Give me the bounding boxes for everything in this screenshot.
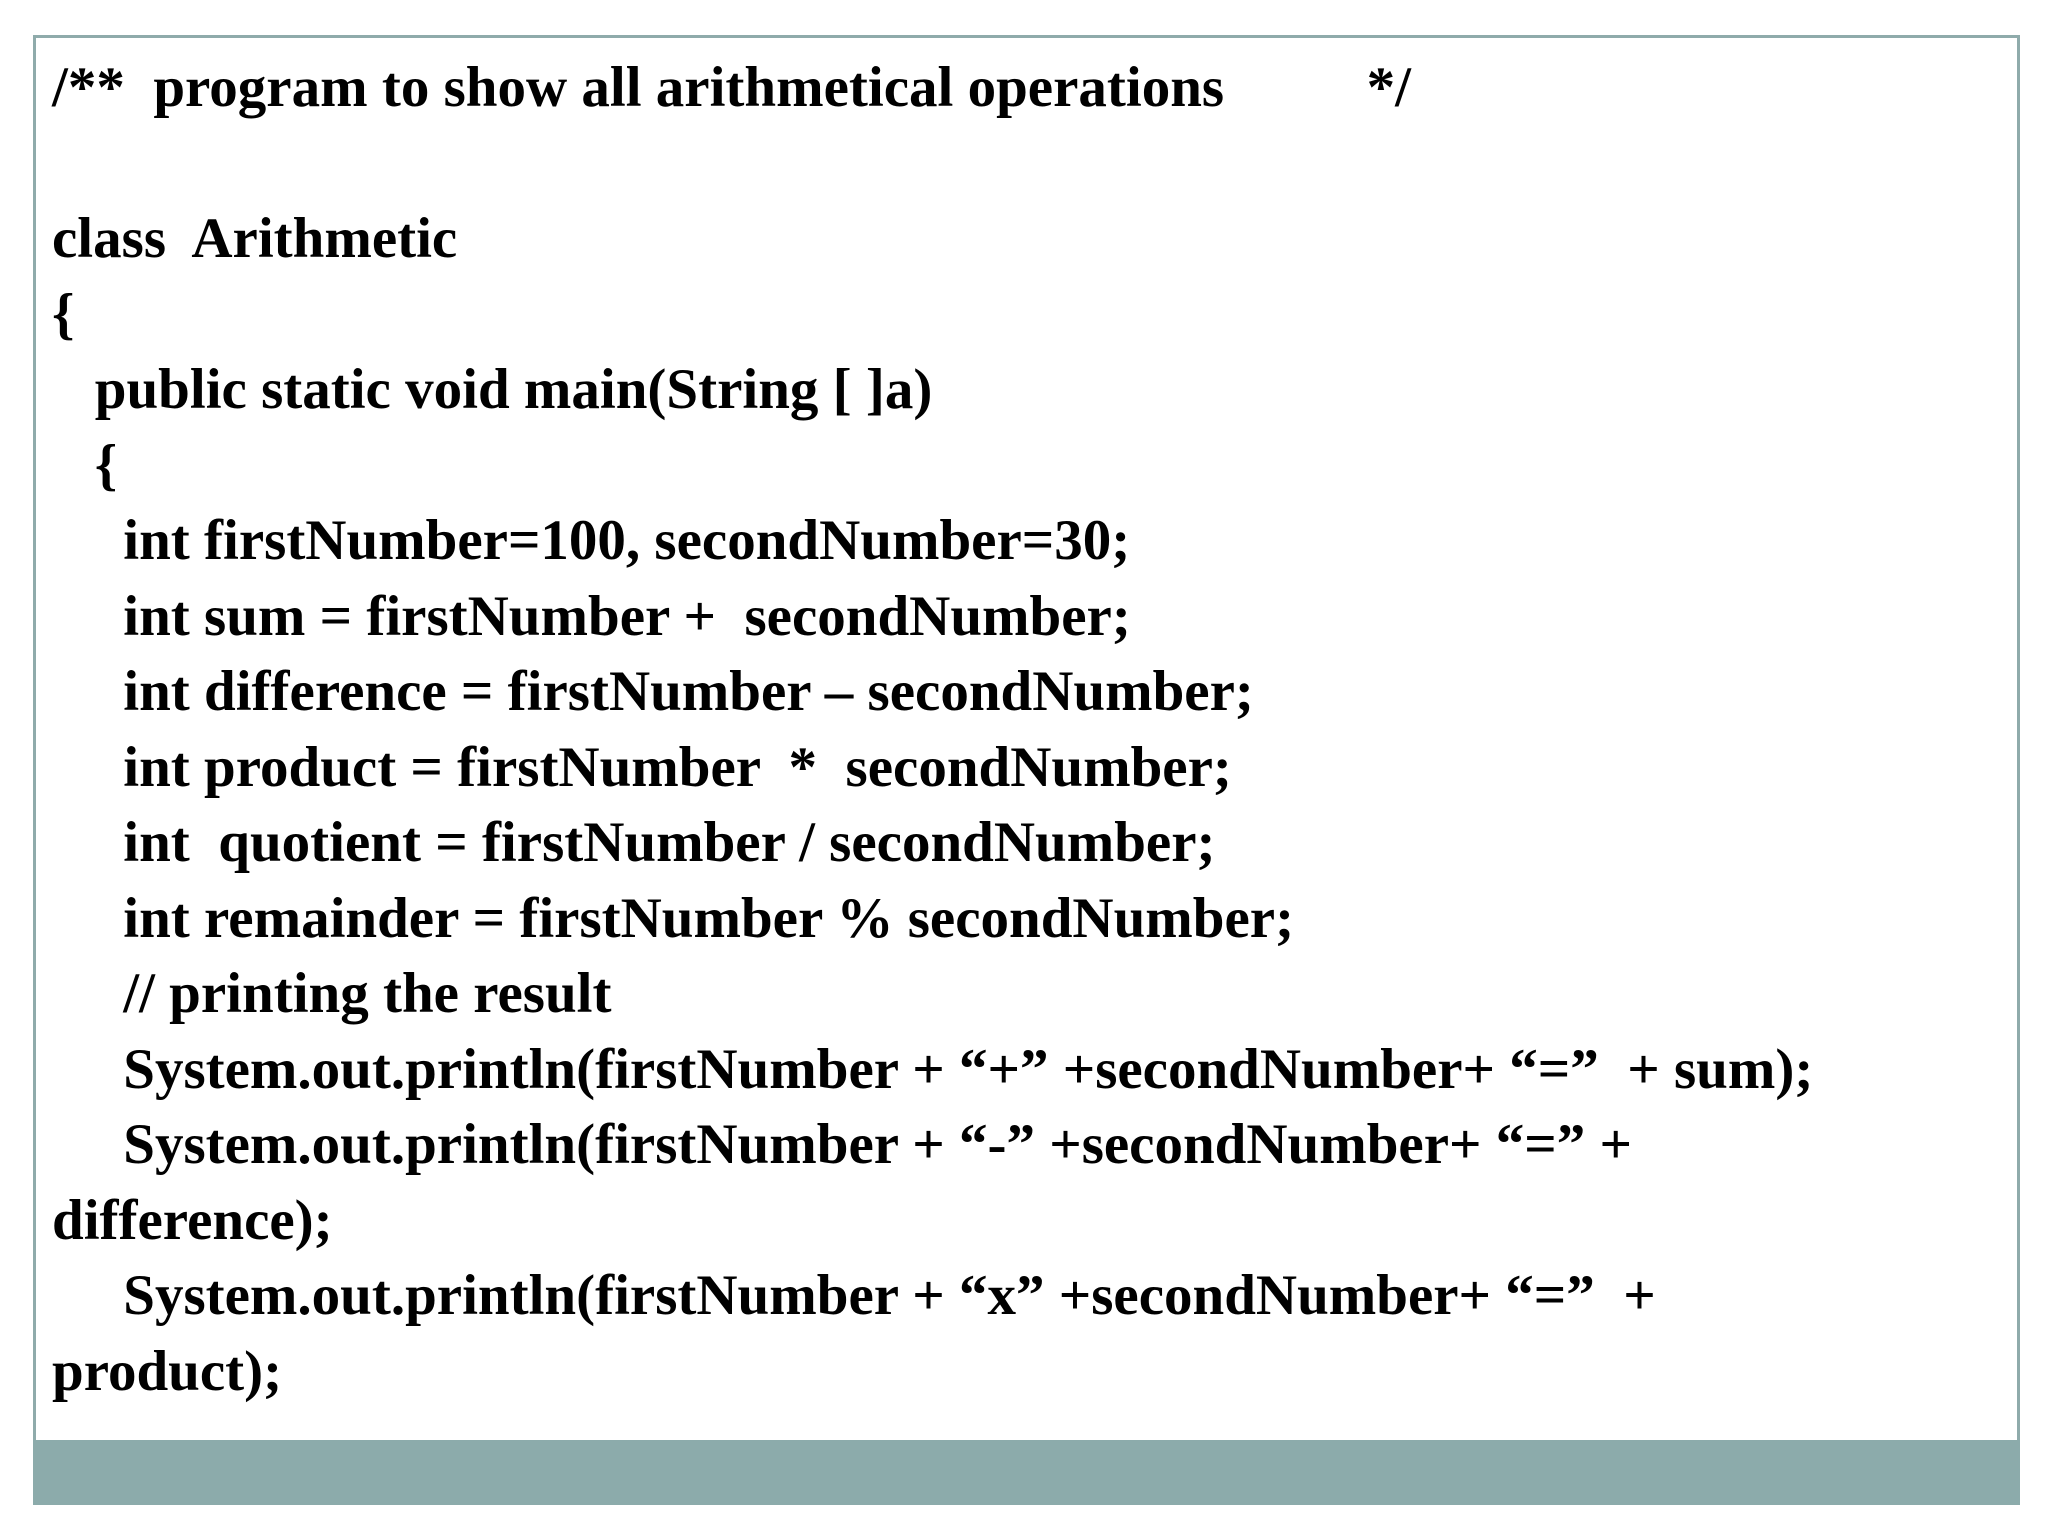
code-line-quotient: int quotient = firstNumber / secondNumber; xyxy=(52,811,1216,874)
code-line-print-difference: System.out.println(firstNumber + “-” +secondNumber+ “=” + xyxy=(52,1113,1632,1176)
code-line-print-product: System.out.println(firstNumber + “x” +secondNumber+ “=” + xyxy=(52,1264,1656,1327)
code-line-print-product-cont: product); xyxy=(52,1339,283,1403)
code-line-blank xyxy=(52,126,2012,202)
code-line-class-declaration: class Arithmetic xyxy=(52,207,458,270)
code-line-print-difference-cont: difference); xyxy=(52,1188,333,1252)
code-line-declare-numbers: int firstNumber=100, secondNumber=30; xyxy=(52,509,1131,572)
footer-bar xyxy=(33,1440,2020,1505)
code-line-comment: /** program to show all arithmetical operations */ xyxy=(52,56,1411,119)
code-line-remainder: int remainder = firstNumber % secondNumber; xyxy=(52,886,1295,950)
code-line-print-sum: System.out.println(firstNumber + “+” +secondNumber+ “=” + sum); xyxy=(52,1037,1814,1101)
code-line-class-open-brace: { xyxy=(52,282,75,346)
code-listing xyxy=(52,50,2012,1409)
code-line-sum: int sum = firstNumber + secondNumber; xyxy=(52,584,1131,648)
code-line-main-open-brace: { xyxy=(52,433,118,497)
code-line-main-signature: public static void main(String [ ]a) xyxy=(52,358,933,421)
code-line-difference: int difference = firstNumber – secondNumber; xyxy=(52,660,1254,723)
code-line-print-comment: // printing the result xyxy=(52,962,612,1025)
code-line-product: int product = firstNumber * secondNumber; xyxy=(52,735,1232,799)
